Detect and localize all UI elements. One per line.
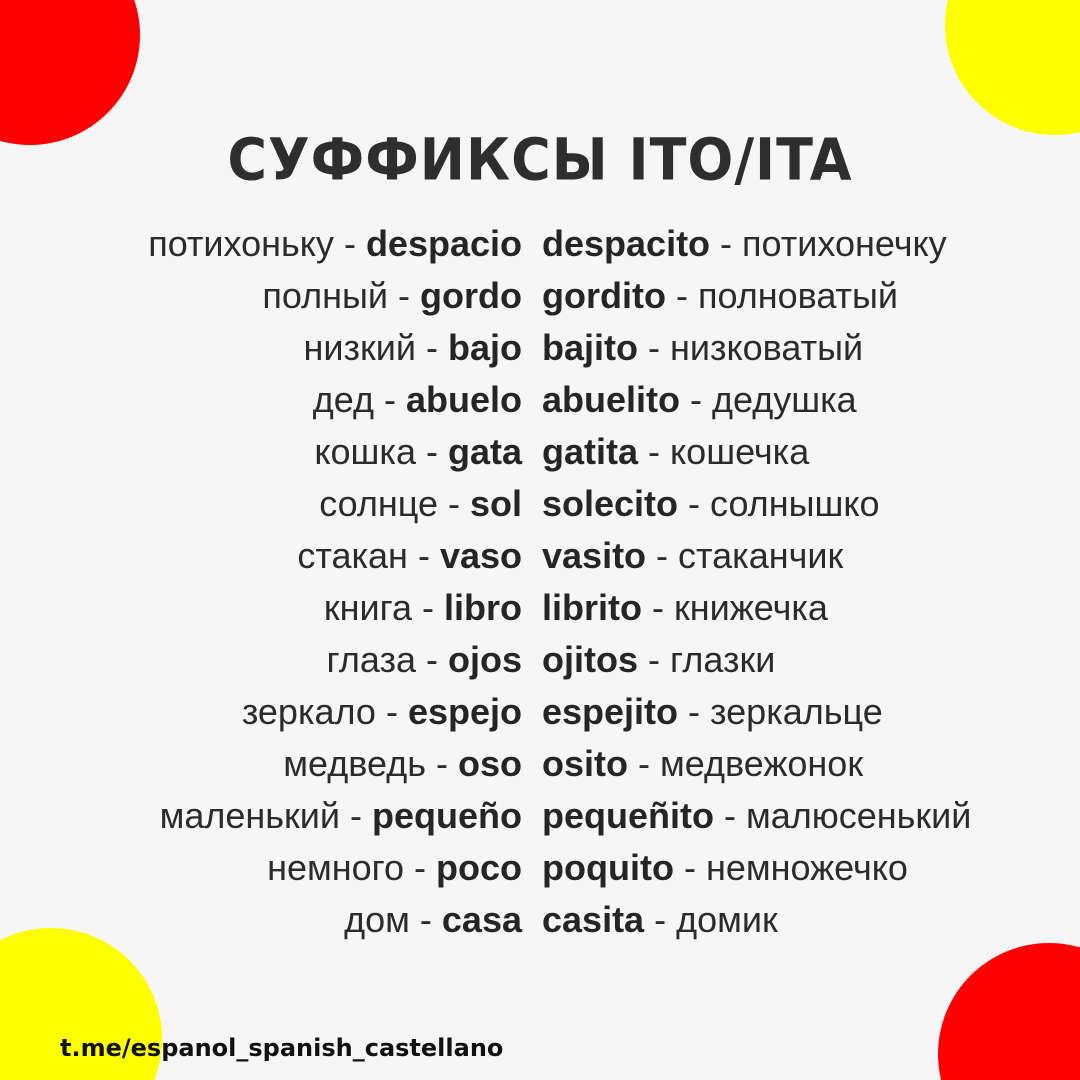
russian-word: медведь (283, 743, 426, 784)
russian-word: глаза (326, 639, 416, 680)
diminutive-word-pair (542, 738, 863, 790)
spanish-word: gata (447, 431, 522, 472)
spanish-diminutive: osito (542, 743, 628, 784)
separator: - (680, 379, 713, 420)
spanish-diminutive: vasito (542, 535, 647, 576)
word-row (0, 894, 1080, 946)
russian-word: солнце (319, 483, 438, 524)
spanish-diminutive: bajito (542, 327, 638, 368)
base-word-pair (242, 686, 522, 738)
russian-word: стакан (297, 535, 408, 576)
separator: - (638, 639, 670, 680)
russian-word: низкий (303, 327, 416, 368)
separator: - (638, 327, 670, 368)
word-row (0, 634, 1080, 686)
separator: - (407, 535, 440, 576)
russian-word: полный (262, 275, 389, 316)
separator: - (628, 743, 660, 784)
base-word-pair (326, 634, 522, 686)
spanish-word: gordo (420, 275, 522, 316)
separator: - (404, 847, 436, 888)
base-word-pair (283, 738, 522, 790)
separator: - (678, 483, 711, 524)
spanish-diminutive: espejito (542, 691, 679, 732)
separator: - (713, 795, 746, 836)
russian-diminutive: стаканчик (678, 535, 844, 576)
diminutive-word-pair (542, 270, 898, 322)
word-row (0, 582, 1080, 634)
spanish-diminutive: ojitos (542, 639, 638, 680)
russian-word: потихоньку (148, 223, 334, 264)
separator: - (641, 587, 674, 628)
spanish-diminutive: casita (542, 899, 645, 940)
base-word-pair (344, 894, 522, 946)
separator: - (412, 587, 444, 628)
russian-word: немного (267, 847, 404, 888)
word-row (0, 270, 1080, 322)
spanish-word: bajo (447, 327, 522, 368)
russian-word: дед (312, 379, 374, 420)
spanish-diminutive: poquito (542, 847, 674, 888)
yellow-circle-top-right (945, 0, 1080, 135)
diminutive-word-pair (542, 426, 809, 478)
separator: - (425, 743, 458, 784)
diminutive-word-pair (542, 842, 908, 894)
word-row (0, 530, 1080, 582)
spanish-word: abuelo (405, 379, 522, 420)
channel-link[interactable]: t.me/espanol_spanish_castellano (60, 1034, 504, 1062)
russian-word: дом (344, 899, 410, 940)
separator: - (665, 275, 698, 316)
separator: - (638, 431, 671, 472)
page-title: СУФФИКСЫ ITO/ITA (227, 125, 853, 194)
spanish-word: espejo (407, 691, 522, 732)
russian-diminutive: кошечка (670, 431, 810, 472)
spanish-word: despacio (365, 223, 522, 264)
spanish-word: libro (444, 587, 522, 628)
spanish-word: poco (436, 847, 522, 888)
diminutive-word-pair (542, 894, 778, 946)
spanish-diminutive: despacito (542, 223, 711, 264)
red-circle-bottom-right (938, 943, 1080, 1080)
diminutive-word-pair (542, 218, 947, 270)
spanish-word: casa (441, 899, 522, 940)
spanish-word: vaso (439, 535, 522, 576)
red-circle-top-left (0, 0, 140, 145)
russian-diminutive: дедушка (712, 379, 857, 420)
separator: - (673, 847, 706, 888)
separator: - (409, 899, 442, 940)
russian-word: кошка (314, 431, 416, 472)
word-row (0, 426, 1080, 478)
russian-diminutive: зеркальце (710, 691, 883, 732)
base-word-pair (314, 426, 522, 478)
separator: - (333, 223, 366, 264)
russian-diminutive: домик (676, 899, 778, 940)
word-row (0, 842, 1080, 894)
russian-diminutive: книжечка (673, 587, 828, 628)
word-row (0, 374, 1080, 426)
separator: - (415, 431, 448, 472)
spanish-diminutive: abuelito (542, 379, 681, 420)
separator: - (646, 535, 679, 576)
word-row (0, 686, 1080, 738)
spanish-word: ojos (447, 639, 522, 680)
separator: - (375, 691, 408, 732)
word-row (0, 322, 1080, 374)
separator: - (710, 223, 743, 264)
diminutive-word-pair (542, 686, 883, 738)
base-word-pair (304, 322, 522, 374)
diminutive-word-pair (542, 582, 828, 634)
russian-diminutive: потихонечку (742, 223, 947, 264)
spanish-diminutive: solecito (542, 483, 679, 524)
spanish-diminutive: pequeñito (542, 795, 714, 836)
spanish-word: sol (469, 483, 522, 524)
base-word-pair (313, 374, 522, 426)
base-word-pair (160, 790, 522, 842)
diminutive-word-pair (542, 790, 971, 842)
base-word-pair (148, 218, 522, 270)
russian-diminutive: глазки (670, 639, 776, 680)
word-row (0, 790, 1080, 842)
spanish-diminutive: librito (542, 587, 642, 628)
separator: - (415, 639, 448, 680)
russian-diminutive: малюсенький (745, 795, 972, 836)
separator: - (388, 275, 421, 316)
separator: - (373, 379, 406, 420)
spanish-diminutive: gordito (542, 275, 666, 316)
word-row (0, 738, 1080, 790)
word-row (0, 218, 1080, 270)
spanish-word: oso (457, 743, 522, 784)
base-word-pair (267, 842, 522, 894)
spanish-diminutive: gatita (542, 431, 639, 472)
base-word-pair (319, 478, 522, 530)
diminutive-word-pair (542, 322, 863, 374)
russian-word: маленький (159, 795, 340, 836)
russian-diminutive: низковатый (670, 327, 864, 368)
diminutive-word-pair (542, 634, 775, 686)
russian-diminutive: немножечко (705, 847, 908, 888)
russian-word: зеркало (241, 691, 376, 732)
diminutive-word-pair (542, 478, 880, 530)
word-row (0, 478, 1080, 530)
base-word-pair (324, 582, 522, 634)
base-word-pair (297, 530, 522, 582)
spanish-word: pequeño (372, 795, 522, 836)
separator: - (415, 327, 448, 368)
russian-word: книга (323, 587, 412, 628)
russian-diminutive: солнышко (710, 483, 880, 524)
diminutive-word-pair (542, 374, 857, 426)
russian-diminutive: полноватый (697, 275, 899, 316)
separator: - (437, 483, 470, 524)
russian-diminutive: медвежонок (660, 743, 864, 784)
base-word-pair (262, 270, 522, 322)
word-list (0, 218, 1080, 946)
separator: - (644, 899, 677, 940)
separator: - (678, 691, 711, 732)
diminutive-word-pair (542, 530, 843, 582)
separator: - (340, 795, 372, 836)
